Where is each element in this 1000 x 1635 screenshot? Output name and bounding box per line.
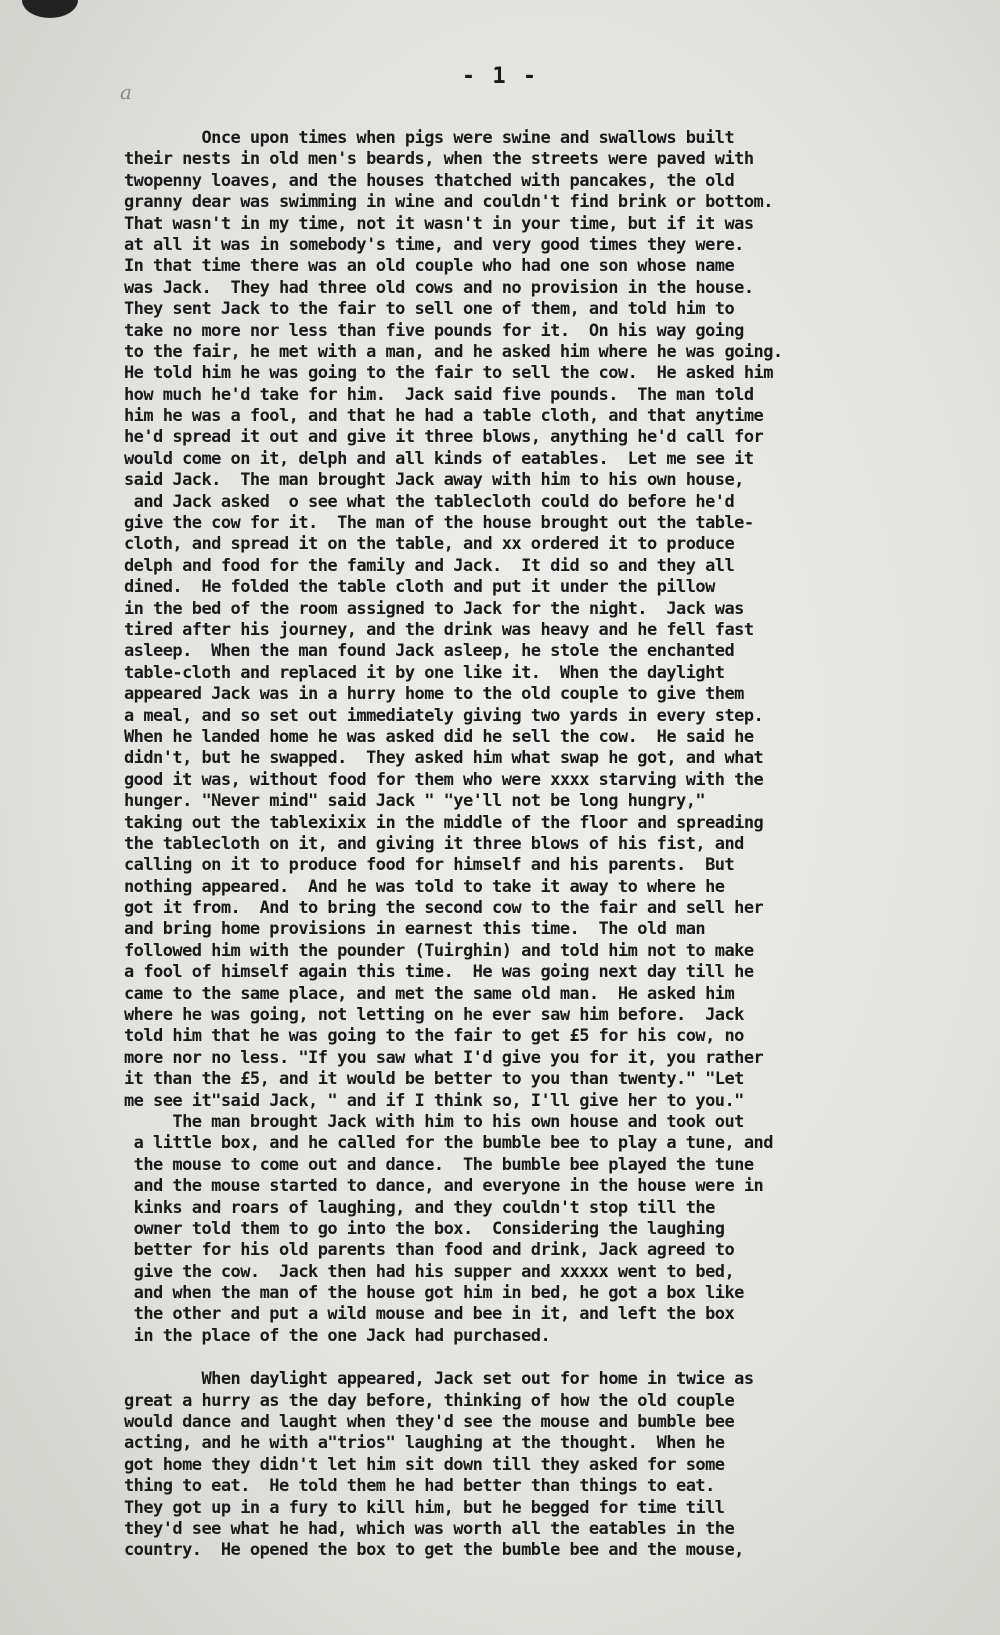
text-line: When he landed home he was asked did he sell the cow. He said he <box>124 726 754 747</box>
text-line: would come on it, delph and all kinds of eatables. Let me see it <box>124 448 754 469</box>
text-line: and Jack asked o see what the tablecloth could do before he'd <box>124 491 735 512</box>
text-line: would dance and laught when they'd see the mouse and bumble bee <box>124 1412 735 1433</box>
text-line: was Jack. They had three old cows and no provision in the house. <box>124 277 754 298</box>
paragraph-1 <box>124 128 984 1347</box>
text-line: where he was going, not letting on he ever saw him before. Jack <box>124 1005 744 1026</box>
text-line: cloth, and spread it on the table, and xx ordered it to produce <box>124 534 735 555</box>
text-line: give the cow. Jack then had his supper and xxxxx went to bed, <box>124 1261 735 1282</box>
text-line: tired after his journey, and the drink was heavy and he fell fast <box>124 619 754 640</box>
text-line: a little box, and he called for the bumble bee to play a tune, and <box>124 1133 773 1154</box>
text-line: acting, and he with a"trios" laughing at the thought. When he <box>124 1433 725 1454</box>
text-line: said Jack. The man brought Jack away with him to his own house, <box>124 470 744 491</box>
text-line: got home they didn't let him sit down till they asked for some <box>124 1454 725 1475</box>
text-line: taking out the tablexixix in the middle of the floor and spreading <box>124 812 764 833</box>
page-number: - 1 - <box>461 64 539 89</box>
text-line: got it from. And to bring the second cow to the fair and sell her <box>124 898 764 919</box>
text-line: me see it"said Jack, " and if I think so, I'll give her to you." <box>124 1090 744 1111</box>
text-line: dined. He folded the table cloth and put it under the pillow <box>124 577 715 598</box>
text-line: thing to eat. He told them he had better than things to eat. <box>124 1476 715 1497</box>
text-line: table-cloth and replaced it by one like it. When the daylight <box>124 662 725 683</box>
text-line: appeared Jack was in a hurry home to the old couple to give them <box>124 684 744 705</box>
text-line: their nests in old men's beards, when the streets were paved with <box>124 149 754 170</box>
text-line: him he was a fool, and that he had a table cloth, and that anytime <box>124 406 764 427</box>
text-line: to the fair, he met with a man, and he asked him where he was going. <box>124 341 783 362</box>
text-line: better for his old parents than food and drink, Jack agreed to <box>124 1240 735 1261</box>
text-line: the tablecloth on it, and giving it three blows of his fist, and <box>124 833 744 854</box>
text-line: Once upon times when pigs were swine and swallows built <box>124 128 735 148</box>
text-line: followed him with the pounder (Tuirghin) and told him not to make <box>124 940 754 961</box>
text-line: asleep. When the man found Jack asleep, he stole the enchanted <box>124 641 735 662</box>
paragraph-2 <box>124 1369 984 1562</box>
text-line: good it was, without food for them who were xxxx starving with the <box>124 769 764 790</box>
text-line: and when the man of the house got him in bed, he got a box like <box>124 1283 744 1304</box>
pencil-mark: a <box>120 80 132 104</box>
body-text <box>124 128 984 1562</box>
text-line: The man brought Jack with him to his own house and took out <box>124 1111 744 1132</box>
text-line: great a hurry as the day before, thinking of how the old couple <box>124 1390 735 1411</box>
text-line: more nor no less. "If you saw what I'd give you for it, you rather <box>124 1047 764 1068</box>
text-line: the other and put a wild mouse and bee in it, and left the box <box>124 1304 735 1325</box>
text-line: owner told them to go into the box. Considering the laughing <box>124 1218 725 1239</box>
text-line: it than the £5, and it would be better to you than twenty." "Let <box>124 1069 744 1090</box>
text-line: at all it was in somebody's time, and very good times they were. <box>124 234 744 255</box>
text-line: the mouse to come out and dance. The bumble bee played the tune <box>124 1154 754 1175</box>
text-line: delph and food for the family and Jack. It did so and they all <box>124 555 735 576</box>
text-line: and the mouse started to dance, and everyone in the house were in <box>124 1176 764 1197</box>
text-line: country. He opened the box to get the bumble bee and the mouse, <box>124 1540 744 1561</box>
text-line: They sent Jack to the fair to sell one of them, and told him to <box>124 299 735 320</box>
text-line: and bring home provisions in earnest this time. The old man <box>124 919 706 940</box>
text-line: a meal, and so set out immediately giving two yards in every step. <box>124 705 764 726</box>
text-line: calling on it to produce food for himself and his parents. But <box>124 855 735 876</box>
text-line: give the cow for it. The man of the house brought out the table- <box>124 513 754 534</box>
text-line: That wasn't in my time, not it wasn't in your time, but if it was <box>124 213 754 234</box>
text-line: twopenny loaves, and the houses thatched with pancakes, the old <box>124 170 735 191</box>
text-line: they'd see what he had, which was worth all the eatables in the <box>124 1519 735 1539</box>
paragraph-gap <box>124 1347 984 1369</box>
text-line: kinks and roars of laughing, and they couldn't stop till the <box>124 1197 715 1218</box>
text-line: They got up in a fury to kill him, but he begged for time till <box>124 1497 725 1518</box>
text-line: a fool of himself again this time. He was going next day till he <box>124 962 754 983</box>
text-line: In that time there was an old couple who had one son whose name <box>124 256 735 277</box>
text-line: came to the same place, and met the same old man. He asked him <box>124 983 735 1004</box>
text-line: When daylight appeared, Jack set out for home in twice as <box>124 1369 754 1390</box>
text-line: granny dear was swimming in wine and couldn't find brink or bottom. <box>124 192 773 213</box>
text-line: in the place of the one Jack had purchased. <box>124 1325 551 1346</box>
text-line: take no more nor less than five pounds for it. On his way going <box>124 320 744 341</box>
text-line: in the bed of the room assigned to Jack for the night. Jack was <box>124 598 744 619</box>
text-line: hunger. "Never mind" said Jack " "ye'll not be long hungry," <box>124 791 706 812</box>
punch-hole <box>22 0 78 18</box>
text-line: he'd spread it out and give it three blows, anything he'd call for <box>124 427 764 448</box>
text-line: told him that he was going to the fair to get £5 for his cow, no <box>124 1026 744 1047</box>
text-line: nothing appeared. And he was told to take it away to where he <box>124 876 725 897</box>
text-line: didn't, but he swapped. They asked him what swap he got, and what <box>124 748 764 769</box>
text-line: He told him he was going to the fair to sell the cow. He asked him <box>124 363 773 384</box>
text-line: how much he'd take for him. Jack said five pounds. The man told <box>124 384 754 405</box>
